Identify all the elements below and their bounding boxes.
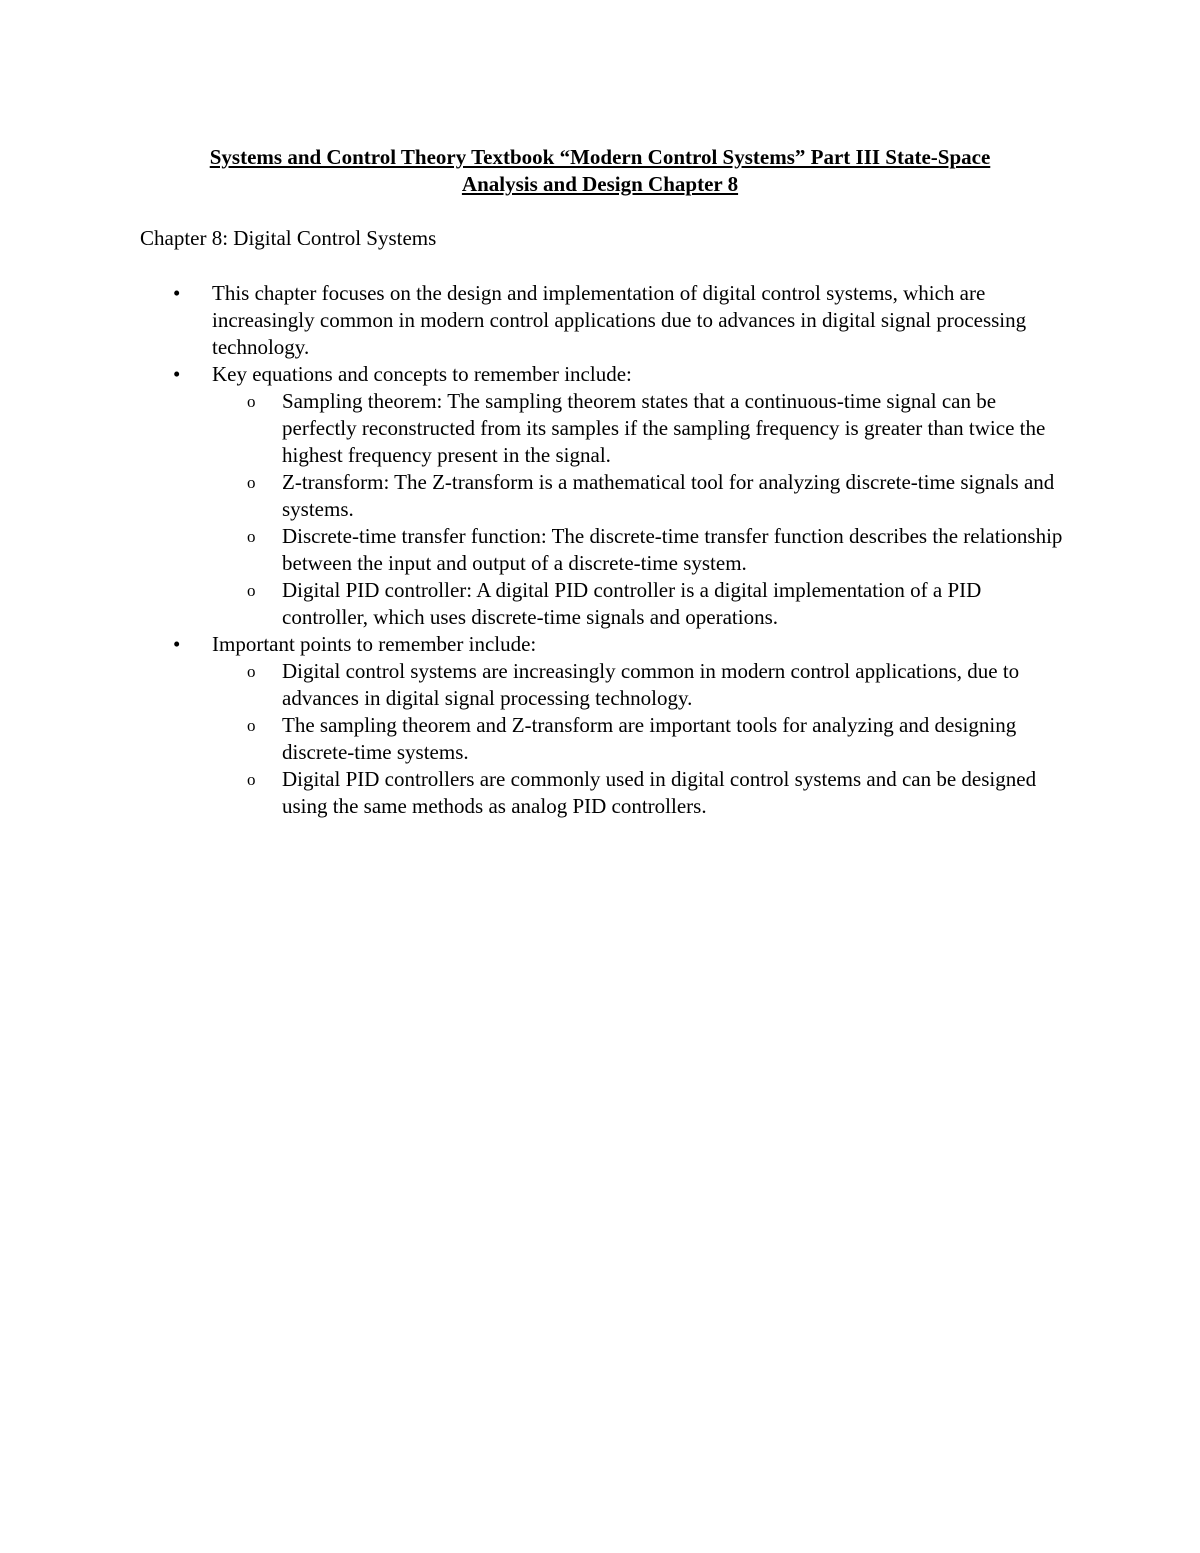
sub-bullet-text: Sampling theorem: The sampling theorem states that a continuous-time signal can be perfectly reconstructed from its samples if the sampling frequency is greater than twice the highest frequency present in the signal. — [282, 389, 1046, 467]
bullet-item — [140, 361, 1070, 631]
sub-bullet-item — [140, 766, 1070, 820]
bullet-text: Key equations and concepts to remember include: — [212, 362, 632, 386]
sub-bullet-text: Discrete-time transfer function: The discrete-time transfer function describes the relationship between the input and output of a discrete-time system. — [282, 524, 1063, 575]
sub-bullet-item — [140, 388, 1070, 469]
bullet-text: This chapter focuses on the design and implementation of digital control systems, which are increasingly common in modern control applications due to advances in digital signal processing technology. — [212, 281, 1027, 359]
sub-bullet-item — [140, 469, 1070, 523]
sub-bullet-text: Digital PID controllers are commonly used in digital control systems and can be designed using the same methods as analog PID controllers. — [282, 767, 1037, 818]
bullet-icon: • — [173, 281, 181, 305]
bullet-icon: • — [173, 362, 181, 386]
sub-bullet-icon: o — [247, 581, 256, 600]
sub-bullet-icon: o — [247, 662, 256, 681]
sub-bullet-list — [140, 388, 1070, 631]
sub-bullet-text: Digital control systems are increasingly common in modern control applications, due to advances in digital signal processing technology. — [282, 659, 1020, 710]
sub-bullet-item — [140, 577, 1070, 631]
bullet-list — [140, 280, 1070, 820]
sub-bullet-text: Digital PID controller: A digital PID controller is a digital implementation of a PID controller, which uses discrete-time signals and operations. — [282, 578, 982, 629]
sub-bullet-icon: o — [247, 527, 256, 546]
sub-bullet-text: Z-transform: The Z-transform is a mathematical tool for analyzing discrete-time signals and systems. — [282, 470, 1055, 521]
title-line-1: Systems and Control Theory Textbook “Modern Control Systems” Part III State-Space — [209, 145, 991, 169]
sub-bullet-item — [140, 712, 1070, 766]
bullet-icon: • — [173, 632, 181, 656]
sub-bullet-item — [140, 523, 1070, 577]
bullet-item — [140, 631, 1070, 820]
sub-bullet-icon: o — [247, 770, 256, 789]
sub-bullet-item — [140, 658, 1070, 712]
sub-bullet-icon: o — [247, 392, 256, 411]
bullet-item — [140, 280, 1070, 361]
chapter-heading: Chapter 8: Digital Control Systems — [140, 226, 437, 250]
document-title — [140, 144, 1060, 198]
sub-bullet-list — [140, 658, 1070, 820]
sub-bullet-icon: o — [247, 473, 256, 492]
bullet-text: Important points to remember include: — [212, 632, 537, 656]
sub-bullet-text: The sampling theorem and Z-transform are important tools for analyzing and designing discrete-time systems. — [282, 713, 1017, 764]
title-line-2: Analysis and Design Chapter 8 — [461, 172, 739, 196]
sub-bullet-icon: o — [247, 716, 256, 735]
